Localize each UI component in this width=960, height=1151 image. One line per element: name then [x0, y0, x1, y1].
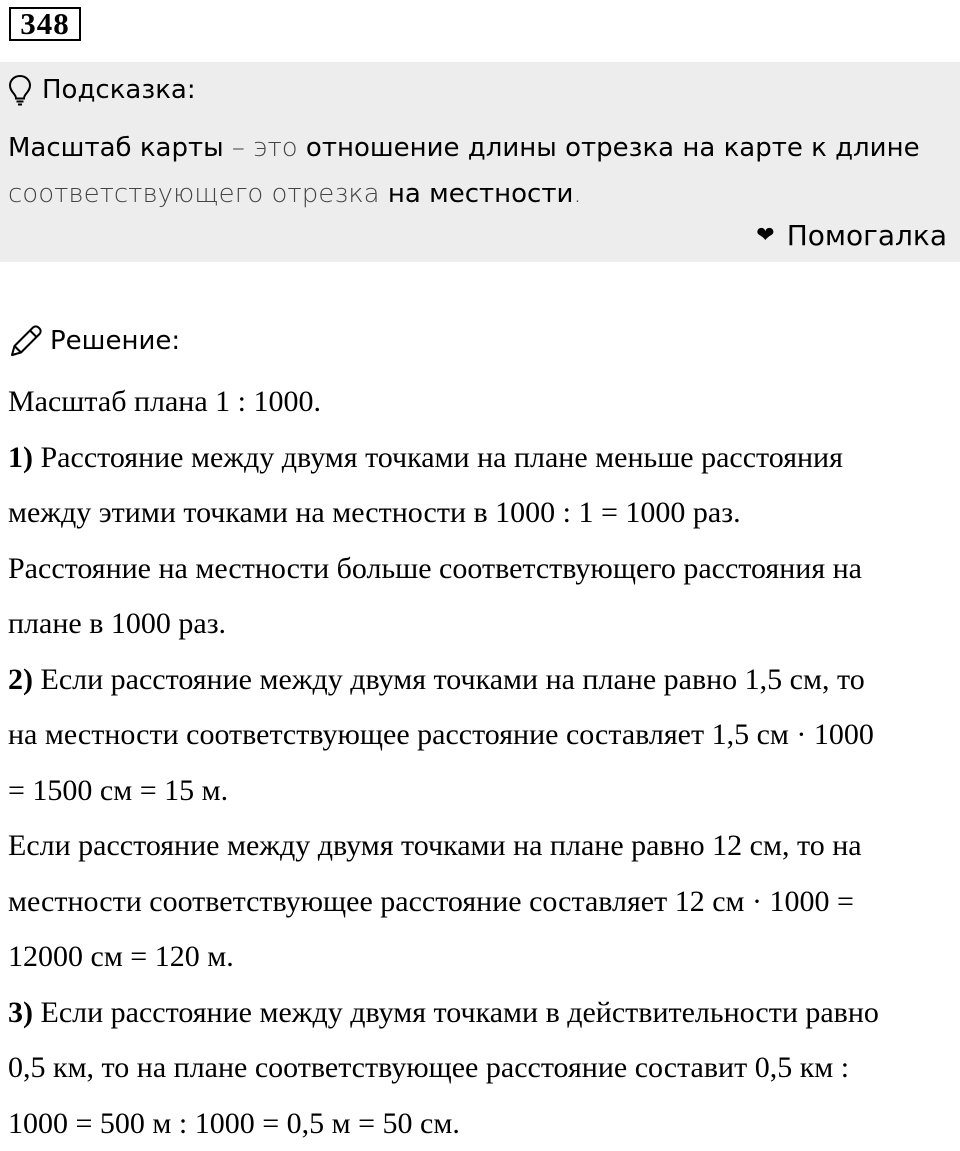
hint-dash: – это [224, 133, 306, 163]
solution-line: Расстояние на местности больше соответствующего расстояния на [8, 541, 953, 597]
solution-body [8, 374, 953, 1151]
lightbulb-icon [8, 74, 32, 106]
solution-line: = 1500 см = 15 м. [8, 763, 953, 819]
solution-header [8, 322, 180, 360]
hint-prefix: соответствующего отрезка [8, 179, 388, 209]
hint-header [8, 72, 196, 108]
solution-line: между этими точками на местности в 1000 : 1 = 1000 раз. [8, 485, 953, 541]
brand-text: Помогалка [787, 219, 947, 252]
heart-icon: ❤ [756, 223, 774, 248]
hint-emphasis: на местности [388, 179, 574, 209]
solution-line: 1) Расстояние между двумя точками на плане меньше расстояния [8, 430, 953, 486]
solution-line: Если расстояние между двумя точками на плане равно 12 см, то на [8, 818, 953, 874]
solution-line: Масштаб плана 1 : 1000. [8, 374, 953, 430]
hint-title: Подсказка: [42, 75, 196, 105]
step-number: 1) [8, 441, 33, 474]
solution-line: 2) Если расстояние между двумя точками на плане равно 1,5 см, то [8, 652, 953, 708]
solution-line: 0,5 км, то на плане соответствующее расстояние составит 0,5 км : [8, 1040, 953, 1096]
solution-line: 1000 = 500 м : 1000 = 0,5 м = 50 см. [8, 1096, 953, 1151]
task-number: 348 [9, 7, 81, 41]
solution-line: на местности соответствующее расстояние составляет 1,5 см · 1000 [8, 707, 953, 763]
hint-text [8, 125, 953, 217]
solution-line: 12000 см = 120 м. [8, 929, 953, 985]
step-number: 2) [8, 663, 33, 696]
solution-line: плане в 1000 раз. [8, 596, 953, 652]
step-number: 3) [8, 996, 33, 1029]
hint-line-2 [8, 171, 953, 217]
solution-line: 3) Если расстояние между двумя точками в действительности равно [8, 985, 953, 1041]
pencil-icon [8, 323, 44, 359]
hint-suffix: . [573, 179, 581, 209]
brand-label [756, 219, 947, 252]
solution-line: местности соответствующее расстояние составляет 12 см · 1000 = [8, 874, 953, 930]
solution-title: Решение: [50, 326, 180, 356]
hint-box [0, 62, 960, 262]
hint-term: Масштаб карты [8, 133, 224, 163]
hint-definition: отношение длины отрезка на карте к длине [306, 133, 920, 163]
hint-line-1 [8, 125, 953, 171]
